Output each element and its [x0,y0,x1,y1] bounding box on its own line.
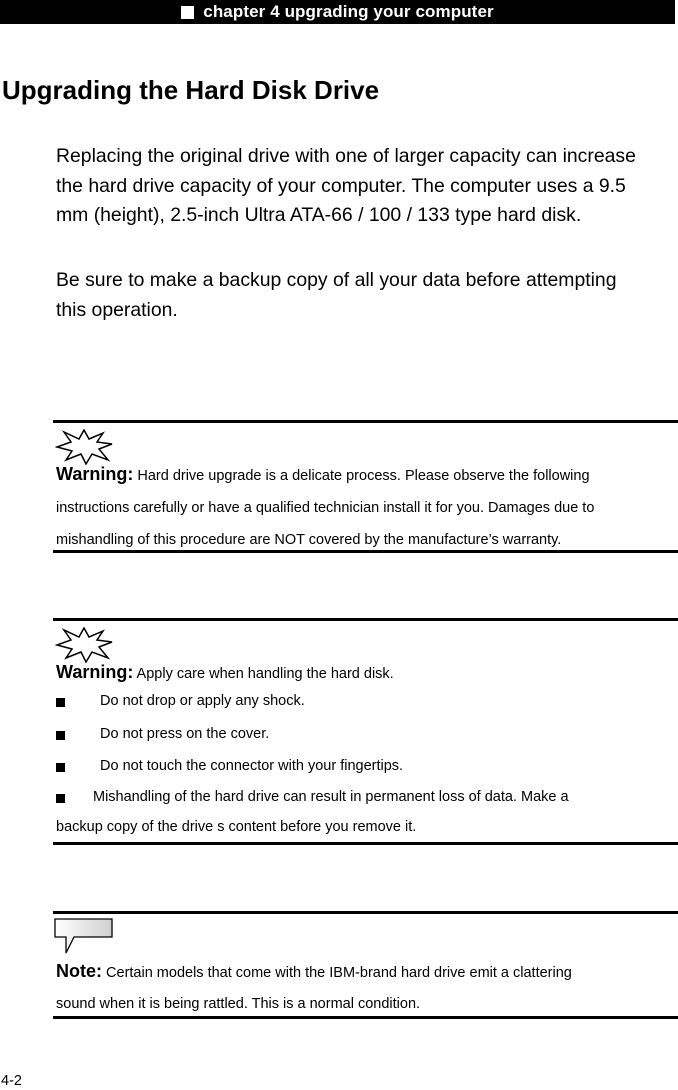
warning1-line: Hard drive upgrade is a delicate process. Please observe the following [133,468,590,484]
warning2-label: Warning: [56,662,134,682]
paragraph-line: this operation. [56,298,178,321]
paragraph-line: mm (height), 2.5-inch Ultra ATA-66 / 100 / 133 type hard disk. [56,204,582,226]
paragraph-line: the hard drive capacity of your computer. The computer uses a 9.5 [56,174,626,197]
bullet-text: Do not touch the connector with your fingertips. [100,758,404,774]
note-line: sound when it is being rattled. This is a normal condition. [56,996,421,1012]
warning2-continuation: backup copy of the drive s content before you remove it. [56,819,417,835]
bullet-square-icon [56,794,65,803]
bullet-square-icon [56,763,65,772]
warning1-line: mishandling of this procedure are NOT covered by the manufacture’s warranty. [56,532,562,548]
intro-paragraph [56,142,678,231]
warning1-text [56,460,594,554]
page-number: 4-2 [1,1073,22,1089]
bullet-square-icon [56,731,65,740]
warning1-label: Warning: [56,464,134,484]
note-text [56,957,572,1018]
bullet-text: Do not drop or apply any shock. [100,693,305,709]
bullet-square-icon [56,698,65,707]
paragraph-line: Replacing the original drive with one of larger capacity can increase [56,145,636,167]
page-title: Upgrading the Hard Disk Drive [2,75,380,105]
note-line: Certain models that come with the IBM-brand hard drive emit a clattering [102,965,572,981]
warning1-line: instructions carefully or have a qualified technician install it for you. Damages due to [56,500,595,516]
warning2-intro [56,658,394,688]
note-label: Note: [56,961,102,981]
backup-paragraph [56,266,678,325]
chapter-title: chapter 4 upgrading your computer [203,2,494,21]
note-bottom-rule [53,1016,678,1019]
bullet-text: Mishandling of the hard drive can result in permanent loss of data. Make a [93,789,569,805]
warning1-bottom-rule [53,550,678,553]
bullet-text: Do not press on the cover. [100,726,270,742]
header-square-icon [181,6,194,19]
note-speech-icon [54,917,114,955]
note-top-rule [53,911,678,914]
paragraph-line: Be sure to make a backup copy of all your data before attempting [56,269,617,291]
warning2-bottom-rule [53,842,678,845]
warning2-top-rule [53,618,678,621]
warning1-top-rule [53,420,678,423]
warning2-intro-text: Apply care when handling the hard disk. [133,666,394,682]
chapter-header [0,0,675,24]
